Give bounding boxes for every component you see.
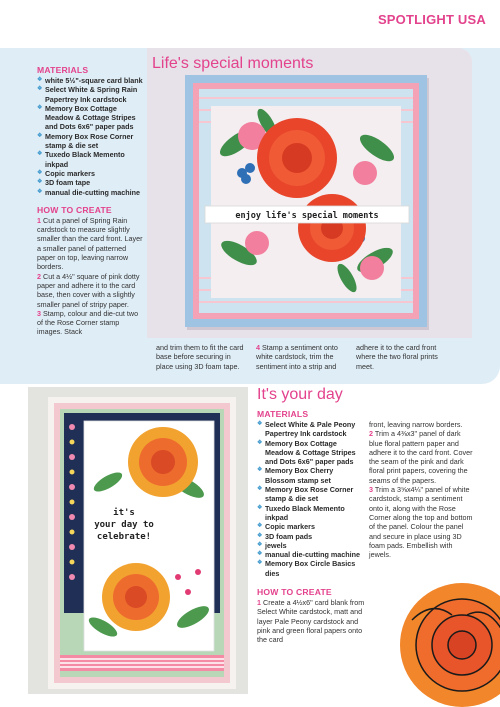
list-item: ❖ Memory Box Cottage Meadow & Cottage Stripes and Dots 6x6" paper pads (37, 104, 144, 132)
step-text: Trim a 4⅜x3" panel of dark blue floral pattern paper and adhere it to the card front. Cover the seam of the pink and dark floral print papers, covering the seams of the papers. (369, 429, 473, 485)
list-item: ❖ Select White & Spring Rain Papertrey Ink cardstock (37, 85, 144, 104)
project2-step-1 (257, 598, 365, 644)
project1-left-column (37, 65, 144, 337)
step-number: 3 (369, 485, 373, 495)
list-item: ❖ Tuxedo Black Memento inkpad (37, 150, 144, 169)
card-photo-top (147, 48, 472, 338)
list-item: ❖ white 5½"-square card blank (37, 76, 144, 85)
project1-title: Life's special moments (152, 55, 314, 72)
step-text: Stamp, colour and die-cut two of the Rose Corner stamp images. Stack (37, 308, 139, 337)
project1-step-1 (37, 216, 144, 272)
list-item: ❖ Select White & Pale Peony Papertrey Ink cardstock (257, 420, 365, 439)
project1-column-3 (256, 343, 348, 371)
project2-step-2 (369, 429, 473, 485)
list-item: ❖ Copic markers (257, 522, 365, 531)
step-text: Cut a 4½" square of pink dotty paper and adhere it to the card base, then cover with a slightly smaller panel of stripy paper. (37, 271, 140, 309)
list-item: ❖ Memory Box Cottage Meadow & Cottage Stripes and Dots 6x6" paper pads (257, 439, 365, 467)
section-label: SPOTLIGHT USA (377, 12, 486, 27)
project2-title: It's your day (257, 386, 343, 403)
list-item: ❖ 3D foam pads (257, 532, 365, 541)
project2-how-heading: HOW TO CREATE (257, 587, 332, 598)
card-sentiment-top: enjoy life's special moments (235, 211, 379, 221)
step-text: Stamp a sentiment onto white cardstock, trim the sentiment into a strip and (256, 343, 338, 371)
project2-materials-column (257, 409, 365, 645)
step-number: 2 (369, 429, 373, 439)
step-number: 1 (37, 215, 41, 225)
step-text: Cut a panel of Spring Rain cardstock to measure slightly smaller than the card front. Layer a smaller panel of patterned paper on top, leaving narrow borders. (37, 215, 143, 272)
project1-step-3 (37, 309, 144, 337)
project2-step-3 (369, 485, 473, 559)
list-item: ❖ Memory Box Cherry Blossom stamp set (257, 466, 365, 485)
step-number: 4 (256, 343, 260, 352)
step-number: 1 (257, 598, 261, 608)
decorative-rose (392, 560, 500, 707)
project2-steps-column (369, 420, 473, 559)
step-number: 3 (37, 308, 41, 318)
list-item: ❖ manual die-cutting machine (37, 188, 144, 197)
project1-column-4: adhere it to the card front where the two floral prints meet. (356, 343, 438, 371)
step-number: 2 (37, 271, 41, 281)
card-sentiment-line-2: your day to (94, 520, 154, 530)
list-item: ❖ Copic markers (37, 169, 144, 178)
step-text: Create a 4½x6" card blank from Select White cardstock, matt and layer Pale Peony cardstock and pink and green floral papers onto the card (257, 598, 365, 645)
card-sentiment-line-1: it's (113, 508, 135, 518)
list-item: ❖ Tuxedo Black Memento inkpad (257, 504, 365, 523)
project1-step-2 (37, 272, 144, 309)
project2-materials-heading: MATERIALS (257, 409, 309, 419)
step-text: Trim a 3⅝x4¼" panel of white cardstock, stamp a sentiment onto it, along with the Rose Corner along the top and bottom of the panel. Colour the panel and secure in place using 3D foam pads. Embellish with jewels. (369, 485, 473, 560)
list-item: ❖ jewels (257, 541, 365, 550)
list-item: ❖ manual die-cutting machine (257, 550, 365, 559)
list-item: ❖ Memory Box Rose Corner stamp & die set (257, 485, 365, 504)
project1-how-heading: HOW TO CREATE (37, 204, 112, 215)
project1-materials-heading: MATERIALS (37, 65, 89, 75)
card-sentiment-line-3: celebrate! (96, 532, 152, 542)
list-item: ❖ Memory Box Rose Corner stamp & die set (37, 132, 144, 151)
list-item: ❖ 3D foam tape (37, 178, 144, 187)
project1-column-2: and trim them to fit the card base before securing in place using 3D foam tape. (156, 343, 244, 371)
card-photo-bottom (28, 387, 248, 694)
list-item: ❖ Memory Box Circle Basics dies (257, 559, 365, 578)
project1-materials-list (37, 76, 144, 197)
project2-materials-list (257, 420, 365, 578)
step-text: front, leaving narrow borders. (369, 420, 463, 429)
